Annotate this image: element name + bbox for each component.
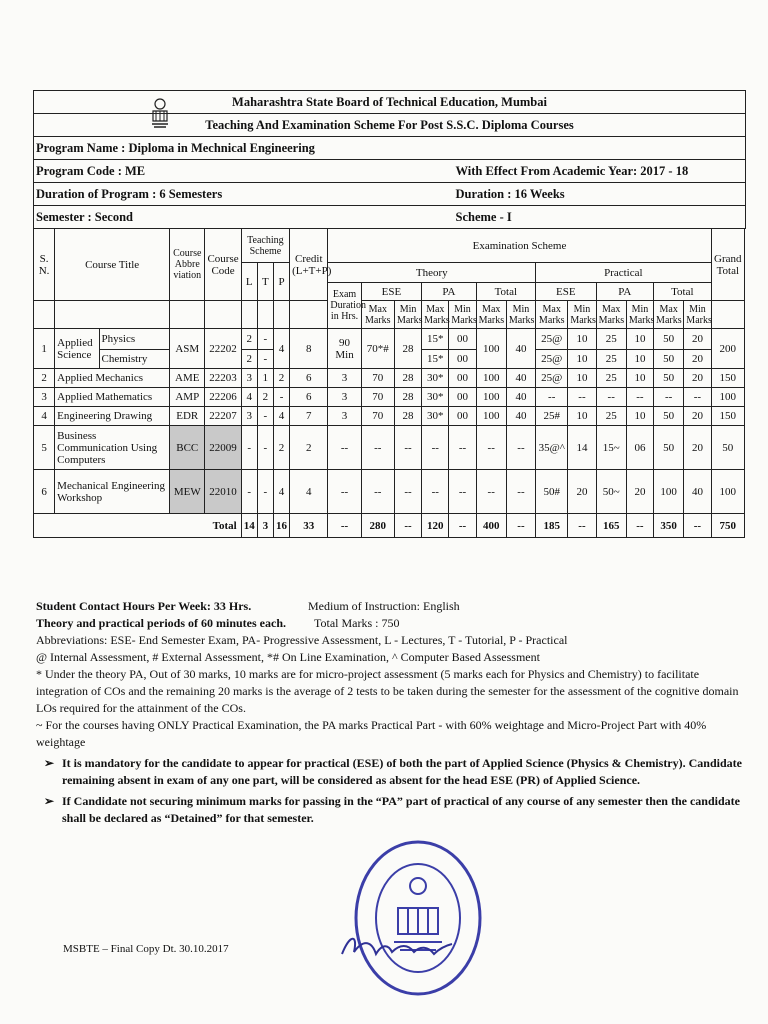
- scheme-document: [33, 90, 745, 538]
- header-table: [33, 90, 746, 229]
- col-exam-duration: Exam Duration in Hrs.: [328, 283, 361, 329]
- scheme-title: Teaching And Examination Scheme For Post S.S.C. Diploma Courses: [34, 114, 746, 137]
- board-title: Maharashtra State Board of Technical Education, Mumbai: [34, 91, 746, 114]
- arrow-bullet-icon: ➢: [43, 794, 55, 808]
- footer-note: MSBTE – Final Copy Dt. 30.10.2017: [63, 943, 229, 955]
- col-theory-total: Total: [476, 283, 535, 301]
- symbols-note: @ Internal Assessment, # External Assessment, *# On Line Examination, ^ Computer Based Assessment: [36, 650, 540, 664]
- table-row: 4 Engineering Drawing EDR 22207 3 - 4 7 3 70 28 30* 00 100 40 25# 10 25 10 50 20 150: [34, 407, 745, 426]
- col-theory-pa: PA: [422, 283, 476, 301]
- col-min: Min Marks: [506, 301, 535, 329]
- col-practical-pa: PA: [596, 283, 653, 301]
- course-group: Applied Science: [55, 329, 99, 369]
- col-teaching: Teaching Scheme: [241, 229, 289, 263]
- col-course-title: Course Title: [55, 229, 170, 301]
- col-max: Max Marks: [422, 301, 449, 329]
- table-row: 3 Applied Mathematics AMP 22206 4 2 - 6 3 70 28 30* 00 100 40 -- -- -- -- -- -- 100: [34, 388, 745, 407]
- program-name: Program Name : Diploma in Mechnical Engineering: [34, 137, 746, 160]
- col-practical: Practical: [536, 263, 712, 283]
- col-l: L: [241, 263, 257, 301]
- periods-note: Theory and practical periods of 60 minutes each.: [36, 616, 286, 630]
- contact-hours: Student Contact Hours Per Week: 33 Hrs.: [36, 599, 252, 613]
- col-practical-total: Total: [654, 283, 712, 301]
- table-row: 2 Applied Mechanics AME 22203 3 1 2 6 3 70 28 30* 00 100 40 25@ 10 25 10 50 20 150: [34, 369, 745, 388]
- pa-note: * Under the theory PA, Out of 30 marks, 10 marks are for micro-project assessment (5 marks each for Physics and Chemistry) to facilitate integration of COs and the remaining 20 marks is the average of 2 tests to be taken during the semester for the assessment of the cognitive domain LOs required for the attainment of the COs.: [36, 667, 739, 715]
- table-row: 6 Mechanical Engineering Workshop MEW 22010 - - 4 4 -- -- -- -- -- -- -- 50# 20 50~ 20 100 40 100: [34, 470, 745, 514]
- col-t: T: [257, 263, 273, 301]
- bullet-note: ➢ It is mandatory for the candidate to appear for practical (ESE) of both the part of Applied Science (Physics & Chemistry). Candidate remaining absent in exam of any one part, will be considered as absent for the head ESE (PR) of Applied Science.: [36, 755, 748, 789]
- semester: Semester : Second: [34, 206, 454, 229]
- col-min: Min Marks: [449, 301, 476, 329]
- col-p: P: [273, 263, 289, 301]
- col-code: Course Code: [205, 229, 241, 301]
- col-abbr: Course Abbre viation: [170, 229, 205, 301]
- abbreviations-note: Abbreviations: ESE- End Semester Exam, PA- Progressive Assessment, L - Lectures, T - Tutorial, P - Practical: [36, 633, 568, 647]
- col-practical-ese: ESE: [536, 283, 597, 301]
- col-sn: S. N.: [34, 229, 55, 301]
- col-exam-scheme: Examination Scheme: [328, 229, 711, 263]
- col-credit: Credit (L+T+P): [290, 229, 328, 301]
- col-max: Max Marks: [536, 301, 568, 329]
- col-min: Min Marks: [394, 301, 421, 329]
- totals-row: Total 14 3 16 33 -- 280 -- 120 -- 400 -- 185 -- 165 -- 350 -- 750: [34, 514, 745, 538]
- signature: [338, 918, 458, 968]
- col-min: Min Marks: [568, 301, 596, 329]
- program-code: Program Code : ME: [34, 160, 454, 183]
- col-max: Max Marks: [596, 301, 626, 329]
- table-row: Chemistry 2 - 15* 00 25@ 10 25 10 50 20: [34, 350, 745, 369]
- scheme-table: [33, 228, 745, 538]
- bullet-note: ➢ If Candidate not securing minimum marks for passing in the “PA” part of practical of any course of any semester then the candidate shall be declared as “Detained” for that semester.: [36, 793, 748, 827]
- col-min: Min Marks: [626, 301, 653, 329]
- arrow-bullet-icon: ➢: [43, 756, 55, 770]
- notes-section: [36, 598, 748, 827]
- col-grand-total: Grand Total: [711, 229, 744, 301]
- col-max: Max Marks: [361, 301, 394, 329]
- col-theory-ese: ESE: [361, 283, 421, 301]
- col-max: Max Marks: [476, 301, 506, 329]
- duration-weeks: Duration : 16 Weeks: [454, 183, 746, 206]
- col-min: Min Marks: [684, 301, 711, 329]
- col-max: Max Marks: [654, 301, 684, 329]
- table-row: 5 Business Communication Using Computers BCC 22009 - - 2 2 -- -- -- -- -- -- -- 35@^ 14 15~ 06 50 20 50: [34, 426, 745, 470]
- program-duration: Duration of Program : 6 Semesters: [34, 183, 454, 206]
- practical-note: ~ For the courses having ONLY Practical Examination, the PA marks Practical Part - with 60% weightage and Micro-Project Part with 40% weightage: [36, 718, 707, 749]
- effect-year: With Effect From Academic Year: 2017 - 18: [454, 160, 746, 183]
- scheme: Scheme - I: [454, 206, 746, 229]
- total-marks: Total Marks : 750: [314, 616, 400, 630]
- col-theory: Theory: [328, 263, 536, 283]
- table-row: 1 Applied Science Physics ASM 22202 2 - 4 8 90 Min 70*# 28 15* 00 100 40 25@ 10 25 10 50 20 200: [34, 329, 745, 350]
- medium-of-instruction: Medium of Instruction: English: [308, 599, 460, 613]
